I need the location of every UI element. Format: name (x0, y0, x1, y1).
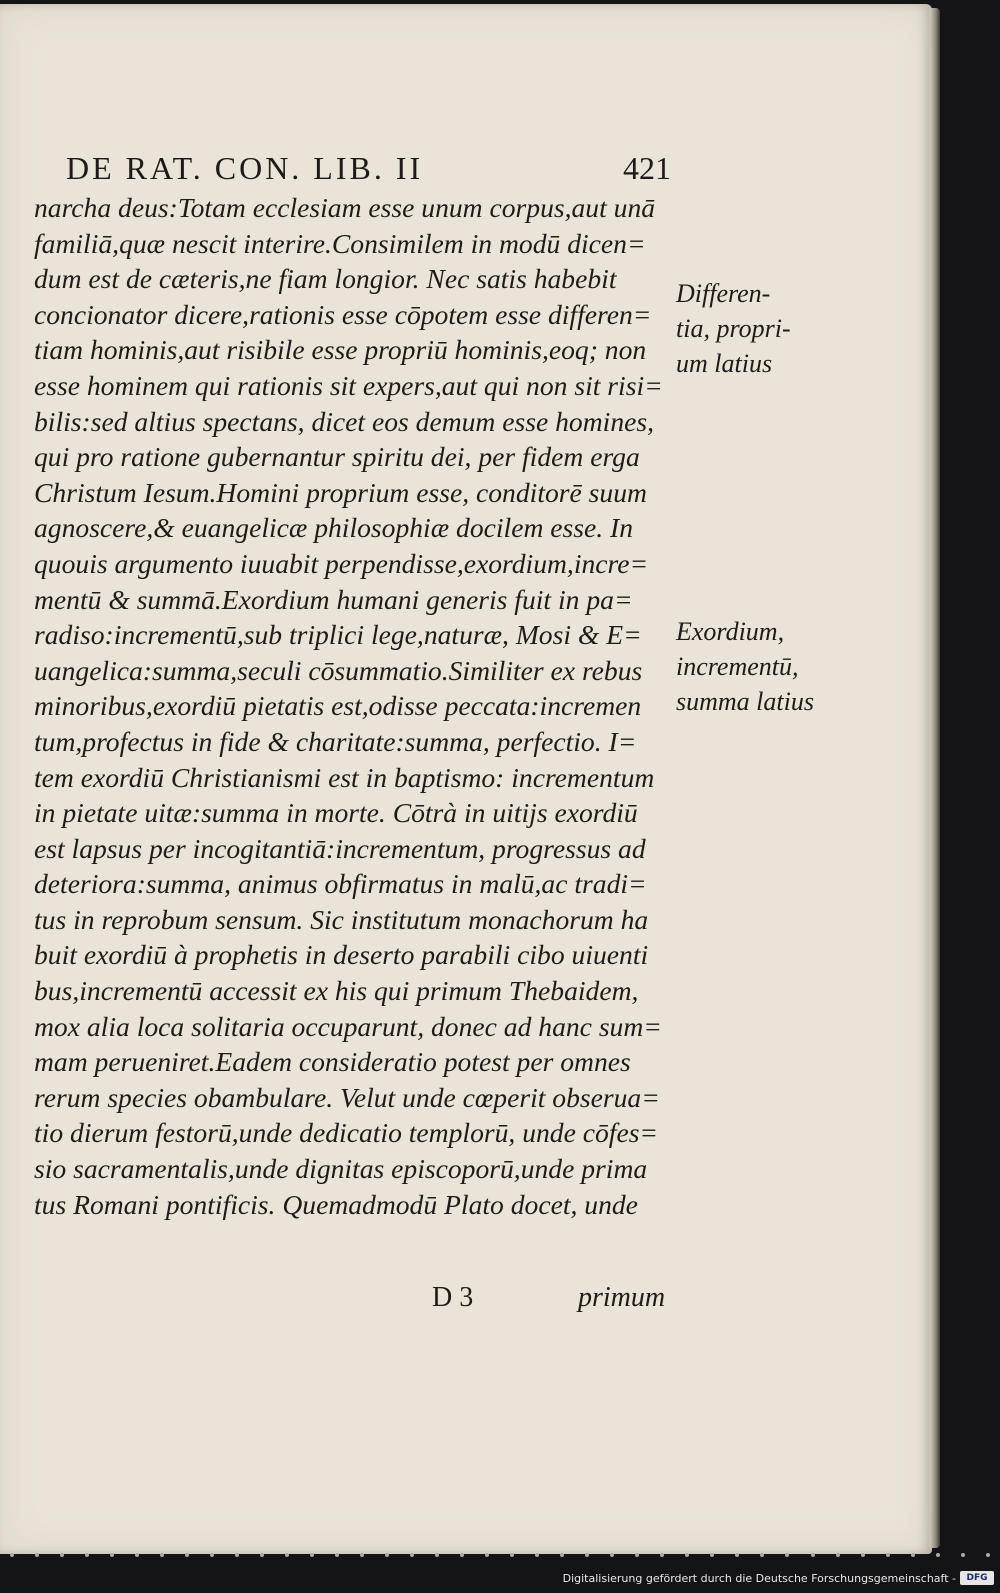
dot (285, 1553, 289, 1557)
text-line: tiam hominis,aut risibile esse propriū hominis,eoq; non (34, 334, 647, 366)
dot (861, 1553, 865, 1557)
dot (385, 1553, 389, 1557)
text-line: dum est de cæteris,ne fiam longior. Nec satis habebit (34, 263, 617, 295)
dot (160, 1553, 164, 1557)
folio-number: 421 (623, 150, 671, 186)
dot (735, 1553, 739, 1557)
dot (460, 1553, 464, 1557)
main-text-block (34, 190, 694, 1222)
dot (210, 1553, 214, 1557)
dfg-logo-icon: DFG (960, 1571, 994, 1585)
margin-note-line: um latius (676, 349, 773, 378)
text-line: esse hominem qui rationis sit expers,aut qui non sit risi= (34, 369, 663, 401)
running-title: DE RAT. CON. LIB. II (66, 150, 424, 186)
margin-note-line: incrementū, (676, 652, 799, 681)
scan-dotted-rule (0, 1553, 1000, 1563)
text-line: tus Romani pontificis. Quemadmodū Plato docet, unde (34, 1188, 638, 1220)
dot (936, 1553, 940, 1557)
dot (335, 1553, 339, 1557)
text-line: deteriora:summa, animus obfirmatus in malū,ac tradi= (34, 868, 647, 900)
dot (360, 1553, 364, 1557)
dot (610, 1553, 614, 1557)
dot (560, 1553, 564, 1557)
dot (235, 1553, 239, 1557)
dot (785, 1553, 789, 1557)
dot (886, 1553, 890, 1557)
text-line: concionator dicere,rationis esse cōpotem esse differen= (34, 298, 652, 330)
text-line: uangelica:summa,seculi cōsummatio.Similiter ex rebus (34, 654, 643, 686)
dot (811, 1553, 815, 1557)
dot (510, 1553, 514, 1557)
text-line: mentū & summā.Exordium humani generis fuit in pa= (34, 583, 633, 615)
text-line: narcha deus:Totam ecclesiam esse unum corpus,aut unā (34, 192, 656, 223)
margin-note-line: summa latius (676, 687, 814, 716)
dot (10, 1553, 14, 1557)
margin-note-line: tia, propri- (676, 314, 791, 343)
text-line: buit exordiū à prophetis in deserto parabili cibo uiuenti (34, 939, 649, 971)
page-edge (930, 8, 940, 1548)
dot (635, 1553, 639, 1557)
digitization-credit: Digitalisierung gefördert durch die Deutsche Forschungsgemeinschaft - (562, 1572, 956, 1585)
dot (535, 1553, 539, 1557)
dot (961, 1553, 965, 1557)
text-line: quouis argumento iuuabit perpendisse,exordium,incre= (34, 547, 649, 579)
dot (410, 1553, 414, 1557)
margin-note-exordium (676, 614, 916, 719)
text-line: radiso:incrementū,sub triplici lege,naturæ, Mosi & E= (34, 619, 642, 651)
dot (310, 1553, 314, 1557)
dot (836, 1553, 840, 1557)
dot (986, 1553, 990, 1557)
dot (485, 1553, 489, 1557)
text-line: est lapsus per incogitantiā:incrementum, progressus ad (34, 832, 646, 864)
text-line: tum,profectus in fide & charitate:summa, perfectio. I= (34, 725, 637, 757)
text-line: sio sacramentalis,unde dignitas episcoporū,unde prima (34, 1153, 648, 1185)
dot (85, 1553, 89, 1557)
text-line: mox alia loca solitaria occuparunt, donec ad hanc sum= (34, 1010, 662, 1042)
text-line: mam perueniret.Eadem consideratio potest per omnes (34, 1046, 631, 1078)
dot (185, 1553, 189, 1557)
margin-note-line: Differen- (676, 279, 771, 308)
text-line: tus in reprobum sensum. Sic institutum monachorum ha (34, 903, 649, 935)
signature-mark: D 3 (432, 1282, 474, 1313)
dot (585, 1553, 589, 1557)
text-line: familiā,quæ nescit interire.Consimilem in modū dicen= (34, 227, 646, 259)
text-line: qui pro ratione gubernantur spiritu dei, per fidem erga (34, 441, 640, 473)
dot (60, 1553, 64, 1557)
text-line: rerum species obambulare. Velut unde cœperit obserua= (34, 1081, 660, 1113)
margin-note-line: Exordium, (676, 617, 785, 646)
dot (110, 1553, 114, 1557)
catchword: primum (578, 1282, 666, 1313)
text-line: agnoscere,& euangelicæ philosophiæ docilem esse. In (34, 512, 634, 544)
dot (260, 1553, 264, 1557)
dot (135, 1553, 139, 1557)
margin-note-differentia (676, 276, 916, 381)
text-line: bilis:sed altius spectans, dicet eos demum esse homines, (34, 405, 654, 437)
text-line: bus,incrementū accessit ex his qui primum Thebaidem, (34, 975, 639, 1007)
text-line: tio dierum festorū,unde dedicatio templorū, unde cōfes= (34, 1117, 659, 1149)
dot (660, 1553, 664, 1557)
text-line: minoribus,exordiū pietatis est,odisse peccata:incremen (34, 690, 642, 722)
dot (911, 1553, 915, 1557)
dot (685, 1553, 689, 1557)
text-line: in pietate uitæ:summa in morte. Cōtrà in uitijs exordiū (34, 797, 638, 829)
dot (710, 1553, 714, 1557)
dot (35, 1553, 39, 1557)
dot (760, 1553, 764, 1557)
dot (435, 1553, 439, 1557)
text-line: Christum Iesum.Homini proprium esse, conditorē suum (34, 476, 647, 508)
text-line: tem exordiū Christianismi est in baptismo: incrementum (34, 761, 655, 793)
